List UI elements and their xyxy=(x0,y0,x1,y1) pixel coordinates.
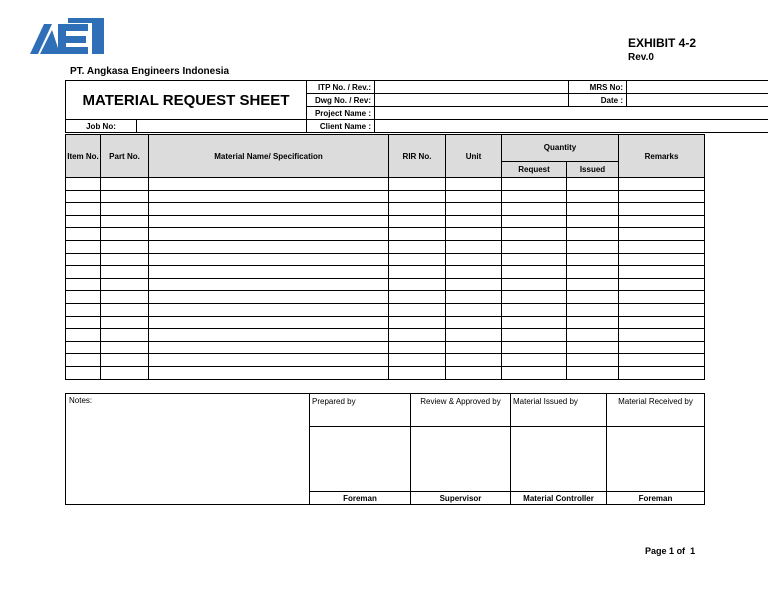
cell-unit[interactable] xyxy=(446,215,502,228)
cell-request[interactable] xyxy=(502,303,567,316)
cell-material[interactable] xyxy=(149,228,389,241)
aei-logo-icon xyxy=(30,14,118,58)
prepared-by-label: Prepared by xyxy=(310,394,411,427)
page-current: 1 xyxy=(669,546,675,556)
cell-request[interactable] xyxy=(502,366,567,379)
notes-label: Notes: xyxy=(69,396,93,405)
col-unit-header: Unit xyxy=(446,135,502,178)
signoff-table xyxy=(65,393,705,505)
table-row xyxy=(66,366,705,379)
cell-item[interactable] xyxy=(66,215,101,228)
cell-item[interactable] xyxy=(66,203,101,216)
cell-unit[interactable] xyxy=(446,291,502,304)
cell-request[interactable] xyxy=(502,354,567,367)
cell-part[interactable] xyxy=(101,190,149,203)
col-part-header: Part No. xyxy=(101,135,149,178)
cell-request[interactable] xyxy=(502,329,567,342)
cell-issued[interactable] xyxy=(567,354,619,367)
page-of: of xyxy=(676,546,686,556)
cell-unit[interactable] xyxy=(446,316,502,329)
dwg-field[interactable] xyxy=(375,94,569,107)
cell-material[interactable] xyxy=(149,329,389,342)
cell-request[interactable] xyxy=(502,190,567,203)
cell-material[interactable] xyxy=(149,354,389,367)
cell-item[interactable] xyxy=(66,240,101,253)
cell-unit[interactable] xyxy=(446,253,502,266)
table-row xyxy=(66,278,705,291)
cell-issued[interactable] xyxy=(567,303,619,316)
cell-rir[interactable] xyxy=(389,278,446,291)
cell-issued[interactable] xyxy=(567,215,619,228)
header-table xyxy=(65,80,768,133)
cell-request[interactable] xyxy=(502,228,567,241)
cell-issued[interactable] xyxy=(567,266,619,279)
col-quantity-header: Quantity xyxy=(502,135,619,162)
cell-issued[interactable] xyxy=(567,278,619,291)
cell-material[interactable] xyxy=(149,215,389,228)
cell-rir[interactable] xyxy=(389,253,446,266)
table-row xyxy=(66,190,705,203)
cell-request[interactable] xyxy=(502,341,567,354)
cell-rir[interactable] xyxy=(389,341,446,354)
cell-rir[interactable] xyxy=(389,190,446,203)
col-material-header: Material Name/ Specification xyxy=(149,135,389,178)
cell-rir[interactable] xyxy=(389,178,446,191)
cell-item[interactable] xyxy=(66,291,101,304)
cell-request[interactable] xyxy=(502,266,567,279)
cell-request[interactable] xyxy=(502,178,567,191)
cell-issued[interactable] xyxy=(567,366,619,379)
exhibit-label: EXHIBIT 4-2 xyxy=(628,36,697,50)
project-label: Project Name : xyxy=(307,107,375,120)
cell-rir[interactable] xyxy=(389,228,446,241)
date-field[interactable] xyxy=(627,94,768,107)
cell-material[interactable] xyxy=(149,266,389,279)
cell-remarks[interactable] xyxy=(619,354,705,367)
cell-part[interactable] xyxy=(101,203,149,216)
cell-material[interactable] xyxy=(149,291,389,304)
cell-part[interactable] xyxy=(101,341,149,354)
issued-by-label: Material Issued by xyxy=(511,394,607,427)
cell-remarks[interactable] xyxy=(619,266,705,279)
cell-rir[interactable] xyxy=(389,303,446,316)
itp-field[interactable] xyxy=(375,81,569,94)
cell-request[interactable] xyxy=(502,203,567,216)
cell-part[interactable] xyxy=(101,329,149,342)
issued-role: Material Controller xyxy=(511,492,607,505)
cell-rir[interactable] xyxy=(389,329,446,342)
client-label: Client Name : xyxy=(307,120,375,133)
cell-part[interactable] xyxy=(101,354,149,367)
cell-unit[interactable] xyxy=(446,329,502,342)
cell-material[interactable] xyxy=(149,316,389,329)
cell-item[interactable] xyxy=(66,316,101,329)
table-row xyxy=(66,178,705,191)
cell-material[interactable] xyxy=(149,341,389,354)
cell-part[interactable] xyxy=(101,366,149,379)
cell-material[interactable] xyxy=(149,178,389,191)
cell-unit[interactable] xyxy=(446,278,502,291)
col-request-header: Request xyxy=(502,161,567,177)
cell-part[interactable] xyxy=(101,266,149,279)
col-remarks-header: Remarks xyxy=(619,135,705,178)
received-signature-field[interactable] xyxy=(607,427,705,492)
cell-remarks[interactable] xyxy=(619,253,705,266)
cell-issued[interactable] xyxy=(567,253,619,266)
cell-material[interactable] xyxy=(149,278,389,291)
table-row xyxy=(66,266,705,279)
itp-label: ITP No. / Rev.: xyxy=(307,81,375,94)
revision-label: Rev.0 xyxy=(628,52,654,63)
cell-item[interactable] xyxy=(66,354,101,367)
table-row xyxy=(66,240,705,253)
job-label: Job No: xyxy=(66,120,137,133)
cell-material[interactable] xyxy=(149,303,389,316)
cell-issued[interactable] xyxy=(567,178,619,191)
issued-signature-field[interactable] xyxy=(511,427,607,492)
company-name: PT. Angkasa Engineers Indonesia xyxy=(70,66,230,77)
cell-item[interactable] xyxy=(66,329,101,342)
received-role: Foreman xyxy=(607,492,705,505)
table-row xyxy=(66,329,705,342)
cell-rir[interactable] xyxy=(389,316,446,329)
prepared-role: Foreman xyxy=(310,492,411,505)
cell-remarks[interactable] xyxy=(619,228,705,241)
cell-rir[interactable] xyxy=(389,266,446,279)
cell-unit[interactable] xyxy=(446,178,502,191)
cell-part[interactable] xyxy=(101,316,149,329)
table-row xyxy=(66,316,705,329)
cell-unit[interactable] xyxy=(446,203,502,216)
cell-item[interactable] xyxy=(66,253,101,266)
table-row xyxy=(66,228,705,241)
cell-rir[interactable] xyxy=(389,354,446,367)
received-by-label: Material Received by xyxy=(607,394,705,427)
cell-rir[interactable] xyxy=(389,240,446,253)
col-rir-header: RIR No. xyxy=(389,135,446,178)
table-row xyxy=(66,354,705,367)
cell-issued[interactable] xyxy=(567,228,619,241)
cell-item[interactable] xyxy=(66,190,101,203)
cell-request[interactable] xyxy=(502,240,567,253)
cell-remarks[interactable] xyxy=(619,329,705,342)
cell-item[interactable] xyxy=(66,228,101,241)
cell-remarks[interactable] xyxy=(619,215,705,228)
col-issued-header: Issued xyxy=(567,161,619,177)
cell-part[interactable] xyxy=(101,178,149,191)
cell-part[interactable] xyxy=(101,215,149,228)
cell-material[interactable] xyxy=(149,253,389,266)
cell-issued[interactable] xyxy=(567,203,619,216)
cell-rir[interactable] xyxy=(389,215,446,228)
cell-remarks[interactable] xyxy=(619,303,705,316)
cell-material[interactable] xyxy=(149,240,389,253)
cell-remarks[interactable] xyxy=(619,316,705,329)
job-field[interactable] xyxy=(137,120,307,133)
cell-unit[interactable] xyxy=(446,240,502,253)
cell-issued[interactable] xyxy=(567,329,619,342)
cell-item[interactable] xyxy=(66,341,101,354)
cell-remarks[interactable] xyxy=(619,203,705,216)
table-row xyxy=(66,291,705,304)
cell-rir[interactable] xyxy=(389,291,446,304)
page-number xyxy=(645,546,695,556)
notes-area[interactable] xyxy=(66,394,310,505)
cell-issued[interactable] xyxy=(567,240,619,253)
cell-remarks[interactable] xyxy=(619,341,705,354)
client-field[interactable] xyxy=(375,120,768,133)
cell-issued[interactable] xyxy=(567,316,619,329)
cell-remarks[interactable] xyxy=(619,240,705,253)
cell-item[interactable] xyxy=(66,278,101,291)
cell-request[interactable] xyxy=(502,316,567,329)
cell-unit[interactable] xyxy=(446,190,502,203)
cell-item[interactable] xyxy=(66,303,101,316)
cell-part[interactable] xyxy=(101,240,149,253)
cell-material[interactable] xyxy=(149,366,389,379)
cell-request[interactable] xyxy=(502,215,567,228)
reviewed-role: Supervisor xyxy=(411,492,511,505)
page-label: Page xyxy=(645,546,667,556)
cell-material[interactable] xyxy=(149,203,389,216)
cell-item[interactable] xyxy=(66,266,101,279)
cell-remarks[interactable] xyxy=(619,366,705,379)
table-row xyxy=(66,253,705,266)
cell-unit[interactable] xyxy=(446,266,502,279)
cell-part[interactable] xyxy=(101,278,149,291)
cell-issued[interactable] xyxy=(567,190,619,203)
cell-rir[interactable] xyxy=(389,366,446,379)
cell-request[interactable] xyxy=(502,253,567,266)
cell-unit[interactable] xyxy=(446,303,502,316)
mrs-field[interactable] xyxy=(627,81,768,94)
cell-item[interactable] xyxy=(66,366,101,379)
cell-remarks[interactable] xyxy=(619,278,705,291)
cell-rir[interactable] xyxy=(389,203,446,216)
reviewed-signature-field[interactable] xyxy=(411,427,511,492)
cell-part[interactable] xyxy=(101,291,149,304)
items-table xyxy=(65,134,705,380)
reviewed-by-label: Review & Approved by xyxy=(411,394,511,427)
cell-unit[interactable] xyxy=(446,366,502,379)
cell-request[interactable] xyxy=(502,291,567,304)
cell-part[interactable] xyxy=(101,228,149,241)
form-title: MATERIAL REQUEST SHEET xyxy=(66,81,307,120)
cell-unit[interactable] xyxy=(446,354,502,367)
cell-material[interactable] xyxy=(149,190,389,203)
cell-request[interactable] xyxy=(502,278,567,291)
table-row xyxy=(66,341,705,354)
cell-item[interactable] xyxy=(66,178,101,191)
col-item-header: Item No. xyxy=(66,135,101,178)
project-field[interactable] xyxy=(375,107,768,120)
cell-issued[interactable] xyxy=(567,291,619,304)
cell-unit[interactable] xyxy=(446,341,502,354)
mrs-label: MRS No: xyxy=(569,81,627,94)
cell-remarks[interactable] xyxy=(619,291,705,304)
dwg-label: Dwg No. / Rev: xyxy=(307,94,375,107)
table-row xyxy=(66,215,705,228)
cell-part[interactable] xyxy=(101,303,149,316)
prepared-signature-field[interactable] xyxy=(310,427,411,492)
cell-part[interactable] xyxy=(101,253,149,266)
table-row xyxy=(66,203,705,216)
date-label: Date : xyxy=(569,94,627,107)
cell-remarks[interactable] xyxy=(619,178,705,191)
page-total: 1 xyxy=(690,546,696,556)
cell-unit[interactable] xyxy=(446,228,502,241)
table-row xyxy=(66,303,705,316)
cell-issued[interactable] xyxy=(567,341,619,354)
cell-remarks[interactable] xyxy=(619,190,705,203)
